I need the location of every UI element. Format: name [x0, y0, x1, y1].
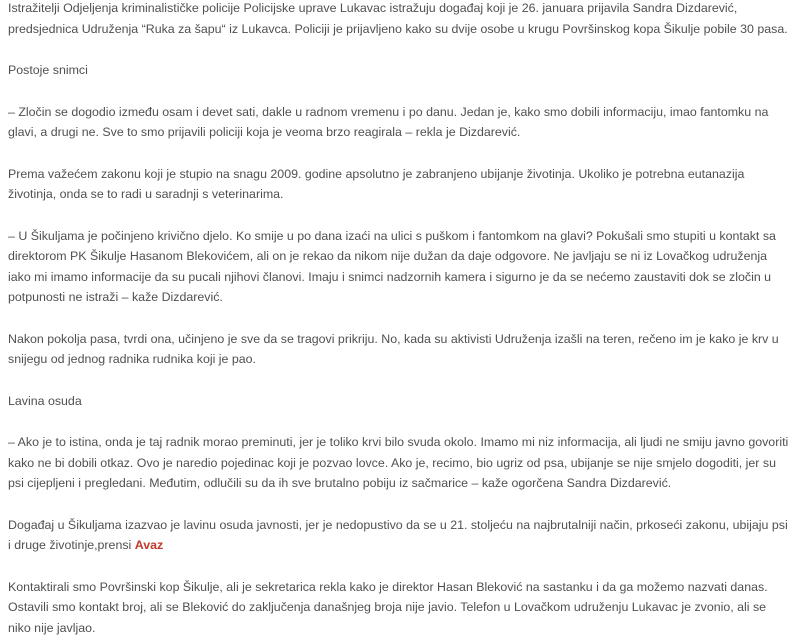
- article-paragraph: Prema važećem zakonu koji je stupio na snagu 2009. godine apsolutno je zabranjeno ubijanje životinja. Ukoliko je potrebna eutanazija životinja, onda se to radi u saradnji s veterinarima.: [8, 164, 792, 205]
- section-subheading: Postoje snimci: [8, 60, 792, 81]
- section-subheading: Lavina osuda: [8, 391, 792, 412]
- article-paragraph: Istražitelji Odjeljenja kriminalističke policije Policijske uprave Lukavac istražuju događaj koji je 26. januara prijavila Sandra Dizdarević, predsjednica Udruženja “Ruka za šapu“ iz Lukavca. Policiji je prijavljeno kako su dvije osobe u krugu Površinskog kopa Šikulje pobile 30 pasa.: [8, 0, 792, 39]
- article-paragraph: Kontaktirali smo Površinski kop Šikulje, ali je sekretarica rekla kako je direktor Hasan Bleković na sastanku i da ga možemo nazvati danas. Ostavili smo kontakt broj, ali se Bleković do zaključenja današnjeg broja nije javio. Telefon u Lovačkom udruženju Lukavac je zvonio, ali se niko nije javljao.: [8, 577, 792, 638]
- source-link-avaz[interactable]: Avaz: [135, 538, 163, 552]
- article-paragraph: – Ako je to istina, onda je taj radnik morao preminuti, jer je toliko krvi bilo svuda okolo. Imamo mi niz informacija, ali ljudi ne smiju javno govoriti kako ne bi dobili otkaz. Ovo je naredio pojedinac koji je pozvao lovce. Ako je, recimo, bio ugriz od psa, ubijanje se nije smjelo dogoditi, jer su psi cijepljeni i pregledani. Međutim, odlučili su da ih sve brutalno pobiju iz sačmarice – kaže ogorčena Sandra Dizdarević.: [8, 432, 792, 494]
- article-paragraph: – U Šikuljama je počinjeno krivično djelo. Ko smije u po dana izaći na ulici s puškom i fantomkom na glavi? Pokušali smo stupiti u kontakt sa direktorom PK Šikulje Hasanom Blekovićem, ali on je rekao da nikom nije dužan da daje odgovore. Ne javljaju se ni iz Lovačkog udruženja iako mi imamo informacije da su pucali njihovi članovi. Imaju i snimci nadzornih kamera i sigurno je da se nećemo zaustaviti dok se zločin u potpunosti ne istraži – kaže Dizdarević.: [8, 226, 792, 308]
- article-paragraph: Nakon pokolja pasa, tvrdi ona, učinjeno je sve da se tragovi prikriju. No, kada su aktivisti Udruženja izašli na teren, rečeno im je kako je krv u snijegu od jednog radnika rudnika koji je pao.: [8, 329, 792, 370]
- article-paragraph: – Zločin se dogodio između osam i devet sati, dakle u radnom vremenu i po danu. Jedan je, kako smo dobili informaciju, imao fantomku na glavi, a drugi ne. Sve to smo prijavili policiji koja je veoma brzo reagirala – rekla je Dizdarević.: [8, 102, 792, 143]
- article-paragraph-text: Događaj u Šikuljama izazvao je lavinu osuda javnosti, jer je nedopustivo da se u 21. stoljeću na najbrutalniji način, prkoseći zakonu, ubijaju psi i druge životinje,prensi: [8, 518, 788, 553]
- article-paragraph-with-source: [8, 515, 792, 556]
